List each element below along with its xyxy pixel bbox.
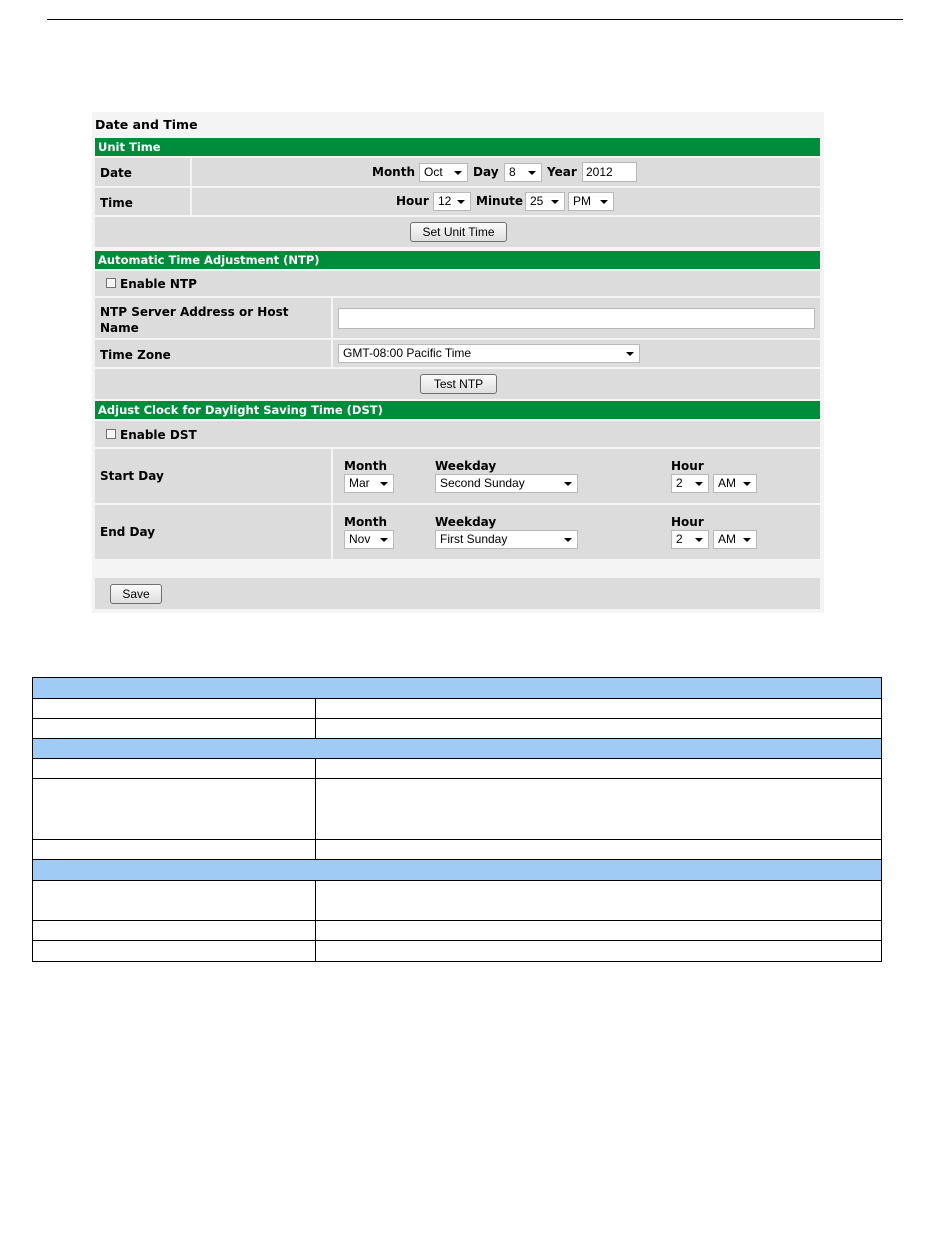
table-column-divider bbox=[315, 840, 316, 859]
end-hour-label: Hour bbox=[671, 515, 704, 529]
end-month-label: Month bbox=[344, 515, 388, 529]
table-row bbox=[33, 921, 881, 941]
start-day-fields-cell bbox=[333, 449, 820, 503]
end-day-fields-cell bbox=[333, 505, 820, 559]
end-ampm-value: AM bbox=[718, 532, 736, 546]
chevron-down-icon bbox=[600, 200, 608, 204]
chevron-down-icon bbox=[564, 482, 572, 486]
minute-select-value: 25 bbox=[530, 194, 544, 208]
end-month-value: Nov bbox=[349, 532, 371, 546]
table-column-divider bbox=[315, 719, 316, 738]
timezone-select-value: GMT-08:00 Pacific Time bbox=[343, 346, 472, 360]
enable-dst-row bbox=[95, 421, 820, 447]
timezone-label-cell bbox=[95, 340, 331, 367]
date-label: Date bbox=[100, 166, 132, 180]
date-time-panel bbox=[92, 112, 824, 613]
start-ampm-select[interactable] bbox=[713, 474, 757, 493]
table-column-divider bbox=[315, 941, 316, 961]
hour-label: Hour bbox=[396, 194, 429, 208]
enable-ntp-label: Enable NTP bbox=[120, 277, 197, 291]
chevron-down-icon bbox=[454, 171, 462, 175]
end-weekday-value: First Sunday bbox=[440, 532, 508, 546]
start-month-label: Month bbox=[344, 459, 388, 473]
timezone-label: Time Zone bbox=[100, 348, 171, 362]
enable-dst-checkbox[interactable] bbox=[106, 429, 116, 439]
page-title: Date and Time bbox=[95, 117, 198, 132]
test-ntp-button[interactable]: Test NTP bbox=[420, 374, 497, 394]
table-row bbox=[33, 719, 881, 739]
chevron-down-icon bbox=[380, 538, 388, 542]
table-row bbox=[33, 881, 881, 921]
time-label-cell bbox=[95, 188, 190, 215]
end-hour-value: 2 bbox=[676, 532, 683, 546]
table-section-header-ntp bbox=[33, 739, 881, 759]
end-day-label-cell bbox=[95, 505, 331, 559]
chevron-down-icon bbox=[695, 482, 703, 486]
enable-dst-label: Enable DST bbox=[120, 428, 197, 442]
chevron-down-icon bbox=[380, 482, 388, 486]
table-column-divider bbox=[315, 779, 316, 839]
year-label: Year bbox=[547, 165, 577, 179]
month-select[interactable] bbox=[419, 163, 468, 182]
table-row bbox=[33, 759, 881, 779]
month-label: Month bbox=[372, 165, 416, 179]
chevron-down-icon bbox=[528, 171, 536, 175]
end-weekday-select[interactable] bbox=[435, 530, 578, 549]
month-select-value: Oct bbox=[424, 165, 443, 179]
start-hour-label: Hour bbox=[671, 459, 704, 473]
hour-select[interactable] bbox=[433, 192, 471, 211]
chevron-down-icon bbox=[457, 200, 465, 204]
date-label-cell bbox=[95, 158, 190, 186]
ampm-select-value: PM bbox=[573, 194, 591, 208]
ampm-select[interactable] bbox=[568, 192, 614, 211]
end-day-label: End Day bbox=[100, 525, 156, 539]
save-button[interactable]: Save bbox=[110, 584, 162, 604]
table-section-header-unit-time bbox=[33, 678, 881, 699]
end-ampm-select[interactable] bbox=[713, 530, 757, 549]
ntp-server-label: NTP Server Address or Host Name bbox=[100, 305, 289, 335]
table-row bbox=[33, 941, 881, 961]
table-row bbox=[33, 699, 881, 719]
chevron-down-icon bbox=[743, 538, 751, 542]
set-unit-time-row bbox=[95, 217, 820, 247]
hour-select-value: 12 bbox=[438, 194, 452, 208]
start-day-label-cell bbox=[95, 449, 331, 503]
start-hour-value: 2 bbox=[676, 476, 683, 490]
start-day-label: Start Day bbox=[100, 469, 164, 483]
day-select[interactable] bbox=[504, 163, 542, 182]
set-unit-time-button[interactable]: Set Unit Time bbox=[410, 222, 507, 242]
start-weekday-select[interactable] bbox=[435, 474, 578, 493]
dst-header: Adjust Clock for Daylight Saving Time (DST) bbox=[95, 401, 820, 419]
time-fields-cell bbox=[192, 188, 820, 215]
ntp-server-input[interactable] bbox=[338, 308, 815, 329]
timezone-field-cell bbox=[333, 340, 820, 367]
start-weekday-value: Second Sunday bbox=[440, 476, 525, 490]
table-column-divider bbox=[315, 881, 316, 920]
day-label: Day bbox=[473, 165, 499, 179]
start-month-select[interactable] bbox=[344, 474, 394, 493]
start-weekday-label: Weekday bbox=[435, 459, 497, 473]
ntp-server-field-cell bbox=[333, 298, 820, 338]
table-column-divider bbox=[315, 921, 316, 940]
start-hour-select[interactable] bbox=[671, 474, 709, 493]
minute-select[interactable] bbox=[525, 192, 565, 211]
timezone-select[interactable] bbox=[338, 344, 640, 363]
end-month-select[interactable] bbox=[344, 530, 394, 549]
chevron-down-icon bbox=[626, 352, 634, 356]
day-select-value: 8 bbox=[509, 165, 516, 179]
save-row bbox=[95, 578, 820, 609]
end-weekday-label: Weekday bbox=[435, 515, 497, 529]
chevron-down-icon bbox=[695, 538, 703, 542]
test-ntp-row bbox=[95, 369, 820, 399]
minute-label: Minute bbox=[476, 194, 524, 208]
date-fields-cell bbox=[192, 158, 820, 186]
table-row bbox=[33, 840, 881, 860]
end-hour-select[interactable] bbox=[671, 530, 709, 549]
chevron-down-icon bbox=[743, 482, 751, 486]
page-top-rule bbox=[47, 19, 903, 20]
unit-time-header: Unit Time bbox=[95, 138, 820, 156]
ntp-header: Automatic Time Adjustment (NTP) bbox=[95, 251, 820, 269]
enable-ntp-row bbox=[95, 271, 820, 296]
chevron-down-icon bbox=[551, 200, 559, 204]
ntp-server-label-cell bbox=[95, 298, 331, 338]
chevron-down-icon bbox=[564, 538, 572, 542]
year-input[interactable]: 2012 bbox=[582, 162, 637, 182]
start-month-value: Mar bbox=[349, 476, 370, 490]
time-label: Time bbox=[100, 196, 133, 210]
table-column-divider bbox=[315, 699, 316, 718]
start-ampm-value: AM bbox=[718, 476, 736, 490]
reference-table bbox=[32, 677, 882, 962]
enable-ntp-checkbox[interactable] bbox=[106, 278, 116, 288]
table-row bbox=[33, 779, 881, 840]
table-column-divider bbox=[315, 759, 316, 778]
table-section-header-dst bbox=[33, 860, 881, 881]
